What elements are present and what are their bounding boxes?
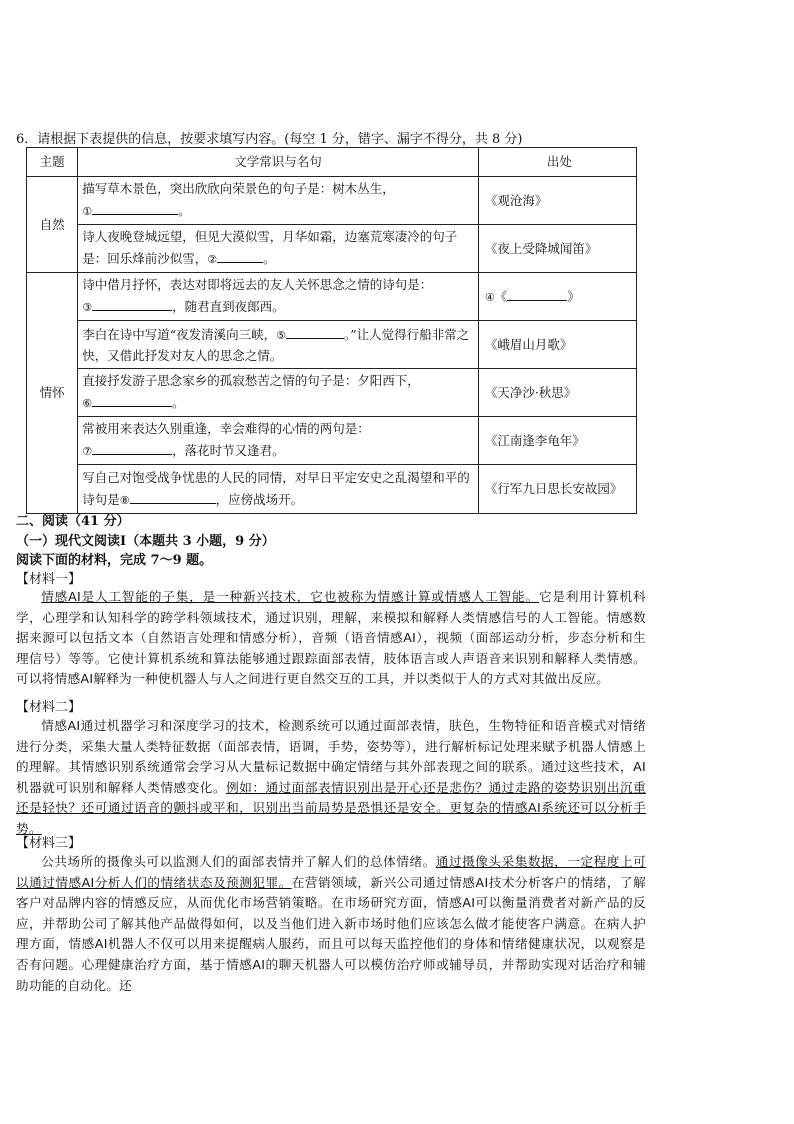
blank-number: ② bbox=[207, 253, 218, 266]
row-source: 《夜上受降城闻笛》 bbox=[478, 225, 636, 273]
header-topic: 主题 bbox=[27, 148, 78, 177]
row-content: 写自己对饱受战争忧患的人民的同情，对早日平定安史之乱渴望和平的诗句是⑧ ，应傍战场开。 bbox=[78, 465, 479, 514]
row-content: 李白在诗中写道“夜发清溪向三峡，⑤ 。”让人觉得行船非常之快，又借此抒发对友人的思念之情。 bbox=[78, 321, 479, 369]
row-source: 《天净沙·秋思》 bbox=[478, 369, 636, 417]
underlined-sentence: 例如：通过面部表情识别出是开心还是悲伤？通过走路的姿势识别出沉重还是轻快？还可通过语音的颤抖或平和，识别出当前局势是恐惧还是安全。更复杂的情感AI系统还可以分析手势。 bbox=[16, 779, 646, 836]
table-header-row bbox=[27, 148, 637, 177]
literature-table bbox=[26, 147, 637, 514]
underlined-sentence: 通过摄像头采集数据，一定程度上可以通过情感AI分析人们的情绪状态及预测犯罪。 bbox=[16, 854, 646, 890]
row-source: 《江南逢李龟年》 bbox=[478, 417, 636, 465]
row-content: 常被用来表达久别重逢，幸会难得的心情的两句是： ⑦ ，落花时节又逢君。 bbox=[78, 417, 479, 465]
row-content: 诗中借月抒怀，表达对即将远去的友人关怀思念之情的诗句是： ③ ，随君直到夜郎西。 bbox=[78, 273, 479, 321]
material-1-text: 情感AI是人工智能的子集，是一种新兴技术，它也被称为情感计算或情感人工智能。它是利用计算机科学，心理学和认知科学的跨学科领域技术，通过识别，理解，来模拟和解释人类情感信号的人工智能。情感数据来源可以包括文本（自然语言处理和情感分析），音频（语音情感AI），视频（面部运动分析，步态分析和生理信号）等等。它使计算机系统和算法能够通过跟踪面部表情，肢体语言或人声语音来识别和解释人类情感。可以将情感AI解释为一种使机器人与人之间进行更自然交互的工具，并以类似于人的方式对其做出反应。 bbox=[16, 589, 646, 687]
row-content: 直接抒发游子思念家乡的孤寂愁苦之情的句子是：夕阳西下， ⑥ 。 bbox=[78, 369, 479, 417]
header-source: 出处 bbox=[478, 148, 636, 177]
blank-number: ③ bbox=[82, 301, 93, 314]
row-source: ④《 》 bbox=[478, 273, 636, 321]
answer-blank[interactable] bbox=[507, 285, 567, 301]
material-2-label: 【材料二】 bbox=[16, 700, 82, 715]
row-source: 《观沧海》 bbox=[478, 177, 636, 225]
section-title: 二、阅读（41 分） bbox=[16, 514, 130, 529]
table-row bbox=[27, 321, 637, 369]
table-row bbox=[27, 273, 637, 321]
table-row bbox=[27, 225, 637, 273]
subsection-title: （一）现代文阅读Ⅰ（本题共 3 小题，9 分） bbox=[16, 534, 275, 549]
answer-blank[interactable] bbox=[217, 247, 263, 263]
table-row bbox=[27, 465, 637, 514]
table-row bbox=[27, 177, 637, 225]
blank-number: ① bbox=[82, 205, 93, 218]
blank-number: ⑥ bbox=[82, 397, 93, 410]
question-6-title: 6．请根据下表提供的信息，按要求填写内容。(每空 1 分，错字、漏字不得分，共 8 分) bbox=[16, 132, 523, 147]
blank-number: ⑦ bbox=[82, 445, 93, 458]
material-1-label: 【材料一】 bbox=[16, 572, 82, 587]
blank-number: ⑧ bbox=[119, 493, 130, 507]
table-row bbox=[27, 369, 637, 417]
material-3-label: 【材料三】 bbox=[16, 836, 82, 851]
answer-blank[interactable] bbox=[286, 323, 344, 339]
answer-blank[interactable] bbox=[130, 488, 216, 504]
underlined-sentence: 情感AI是人工智能的子集，是一种新兴技术，它也被称为情感计算或情感人工智能。 bbox=[41, 589, 539, 604]
header-content: 文学常识与名句 bbox=[78, 148, 479, 177]
answer-blank[interactable] bbox=[92, 199, 178, 215]
blank-number: ④ bbox=[484, 291, 495, 304]
row-content: 描写草木景色，突出欣欣向荣景色的句子是：树木丛生， ① 。 bbox=[78, 177, 479, 225]
topic-nature: 自然 bbox=[27, 177, 78, 273]
topic-emotion: 情怀 bbox=[27, 273, 78, 514]
row-content: 诗人夜晚登城远望，但见大漠似雪，月华如霜，边塞荒寒凄冷的句子是：回乐烽前沙似雪，② 。 bbox=[78, 225, 479, 273]
table-row bbox=[27, 417, 637, 465]
material-2-text: 情感AI通过机器学习和深度学习的技术，检测系统可以通过面部表情，肤色，生物特征和语音模式对情绪进行分类，采集大量人类特征数据（面部表情，语调，手势，姿势等），进行解析标记处理来赋予机器人情感上的理解。其情感识别系统通常会学习从大量标记数据中确定情绪与其外部表现之间的联系。通过这些技术，AI机器就可识别和解释人类情感变化。例如：通过面部表情识别出是开心还是悲伤？通过走路的姿势识别出沉重还是轻快？还可通过语音的颤抖或平和，识别出当前局势是恐惧还是安全。更复杂的情感AI系统还可以分析手势。 bbox=[16, 718, 646, 836]
answer-blank[interactable] bbox=[92, 391, 172, 407]
row-source: 《行军九日思长安故园》 bbox=[478, 465, 636, 514]
reading-instruction: 阅读下面的材料，完成 7～9 题。 bbox=[16, 553, 213, 568]
blank-number: ⑤ bbox=[276, 329, 287, 342]
answer-blank[interactable] bbox=[92, 439, 172, 455]
material-3-text: 公共场所的摄像头可以监测人们的面部表情并了解人们的总体情绪。通过摄像头采集数据，一定程度上可以通过情感AI分析人们的情绪状态及预测犯罪。在营销领域，新兴公司通过情感AI技术分析客户的情绪，了解客户对品牌内容的情感反应，从而优化市场营销策略。在市场研究方面，情感AI可以衡量消费者对新产品的反应，并帮助公司了解其他产品做得如何，以及当他们进入新市场时他们应该怎么做才能使客户满意。在病人护理方面，情感AI机器人不仅可以用来提醒病人服药，而且可以每天监控他们的身体和情绪健康状况，以观察是否有问题。心理健康治疗方面，基于情感AI的聊天机器人可以模仿治疗师或辅导员，并帮助实现对话治疗和辅助功能的自动化。还 bbox=[16, 854, 646, 993]
row-source: 《峨眉山月歌》 bbox=[478, 321, 636, 369]
answer-blank[interactable] bbox=[92, 295, 172, 311]
